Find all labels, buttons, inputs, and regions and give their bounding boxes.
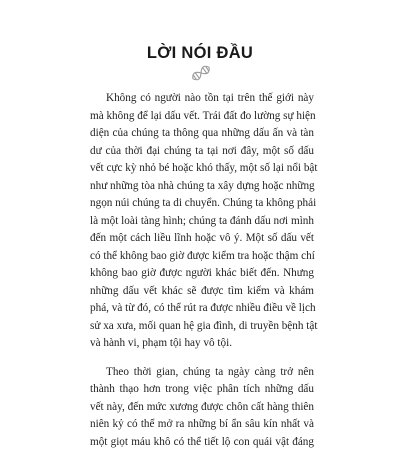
- text-line: vết cực kỳ nhỏ bé hoặc khó thấy, một số lại nổi bật: [90, 162, 318, 174]
- text-line: Không có người nào tồn tại trên thế giới này: [106, 92, 314, 104]
- text-line: thành thạo hơn trong việc phân tích những dấu: [90, 383, 314, 395]
- text-line: diện của chúng ta thông qua những dấu ấn và tàn: [90, 127, 314, 139]
- paragraph-1: [90, 90, 318, 353]
- text-line: những dấu vết khác sẽ được tìm kiếm và khám: [90, 284, 314, 297]
- text-line: và hành vi, phạm tội hay vô tội.: [90, 337, 232, 349]
- text-line: Theo thời gian, chúng ta ngày càng trở nên: [106, 365, 314, 378]
- dna-helix-icon: [190, 65, 212, 81]
- text-line: không bao giờ được người khác biết đến. Nhưng: [90, 267, 314, 279]
- text-line: niên kỷ có thể mở ra những bí ẩn sâu kín nhất và: [90, 418, 314, 430]
- text-line: có thể không bao giờ được kiểm tra hoặc thậm chí: [90, 249, 315, 262]
- text-line: sử xa xưa, mối quan hệ gia đình, di truyền bệnh tật: [90, 319, 318, 332]
- text-line: vết này, đến mức xương được chôn cất hàng thiên: [90, 400, 314, 413]
- paragraph-2: [90, 364, 314, 452]
- text-line: phá, và từ đó, có thể rút ra được nhiều điều về lịch: [90, 302, 316, 314]
- text-line: dư của thời đại chúng ta tại nơi đây, một số dấu: [90, 144, 314, 157]
- text-line: đến một cách liều lĩnh hoặc vô ý. Một số dấu vết: [90, 232, 314, 244]
- text-line: một giọt máu khô có thể tiết lộ con quái vật đáng: [90, 435, 314, 448]
- text-line: mà không để lại dấu vết. Trái đất đo lường sự hiện: [90, 109, 316, 122]
- text-line: là một loài tàng hình; chúng ta đánh dấu nơi mình: [90, 214, 314, 227]
- text-line: như những tòa nhà chúng ta xây dựng hoặc những: [90, 179, 315, 192]
- chapter-title: LỜI NÓI ĐẦU: [146, 44, 254, 62]
- body-text: [90, 90, 318, 462]
- text-line: ngọn núi chúng ta di chuyển. Chúng ta không phải: [90, 197, 317, 209]
